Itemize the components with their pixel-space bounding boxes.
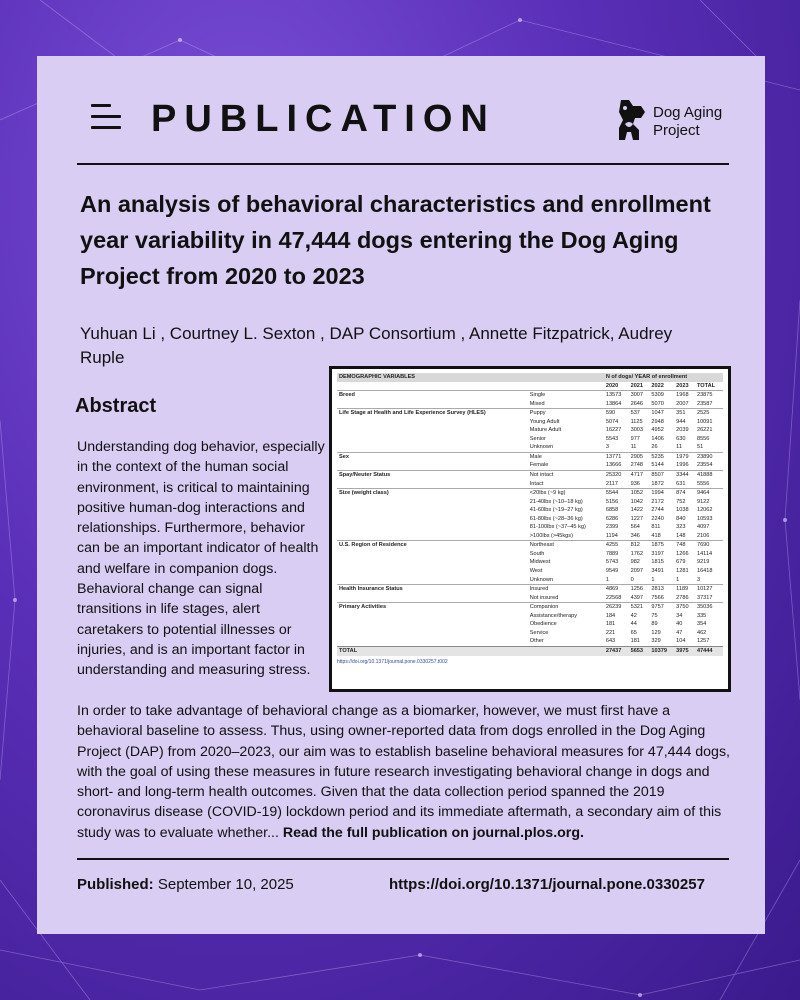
- table-cell: 2097: [630, 568, 644, 575]
- table-cell: Obedience: [529, 621, 557, 628]
- table-category-cell: [337, 594, 528, 603]
- bottom-divider: [77, 858, 729, 860]
- table-cell: 42: [630, 612, 637, 619]
- table-cell: 6858: [605, 507, 619, 514]
- table-cell: 2525: [695, 409, 723, 418]
- table-cell: 1227: [630, 515, 644, 522]
- table-cell: 13771: [604, 452, 629, 461]
- table-row: [337, 461, 723, 470]
- table-category-cell: [337, 612, 528, 621]
- table-cell: Other: [529, 638, 544, 645]
- table-cell: 5321: [629, 603, 650, 612]
- table-row: [337, 637, 723, 646]
- table-header-left: DEMOGRAPHIC VARIABLES: [337, 373, 604, 382]
- top-divider: [77, 163, 729, 165]
- table-total-cell: 10379: [649, 646, 674, 655]
- table-row: [337, 506, 723, 515]
- table-cell: 418: [651, 532, 661, 539]
- table-cell: 944: [676, 418, 686, 425]
- table-cell: 5309: [649, 391, 674, 400]
- publication-card: [37, 56, 765, 934]
- table-cell: 40: [676, 621, 683, 628]
- table-row: [337, 541, 723, 550]
- table-cell: 10091: [696, 418, 713, 425]
- table-category-cell: U.S. Region of Residence: [337, 541, 528, 550]
- published-label: Published:: [77, 876, 154, 893]
- table-cell: Female: [529, 462, 549, 469]
- table-cell: 181: [630, 638, 640, 645]
- table-cell: 61-80lbs (~28–36 kg): [529, 515, 583, 522]
- table-category-cell: [337, 418, 528, 427]
- table-category-cell: Life Stage at Health and Life Experience Survey (HLES): [337, 409, 528, 418]
- table-cell: 2948: [651, 418, 664, 425]
- logo-text: [653, 104, 722, 140]
- table-cell: 5074: [605, 418, 619, 425]
- table-cell: 181: [605, 621, 616, 628]
- card-header: [85, 98, 730, 163]
- table-cell: 2117: [605, 480, 618, 487]
- table-cell: 1994: [649, 489, 674, 498]
- table-total-cell: 27437: [604, 646, 629, 655]
- table-cell: 537: [629, 409, 650, 418]
- dog-icon: [615, 98, 649, 142]
- table-total-row: [337, 646, 723, 655]
- table-cell: 590: [604, 409, 629, 418]
- table-cell: 3344: [674, 471, 695, 480]
- table-category-cell: [337, 637, 528, 646]
- table-category-cell: [337, 620, 528, 629]
- table-doi: https://doi.org/10.1371/journal.pone.0330257.t002: [337, 658, 448, 665]
- table-cell: 1872: [651, 480, 664, 487]
- table-cell: 2905: [629, 452, 650, 461]
- table-category-cell: [337, 480, 528, 489]
- table-cell: 3: [605, 444, 609, 451]
- table-cell: 5544: [604, 489, 629, 498]
- table-cell: 9219: [696, 559, 710, 566]
- table-cell: 23875: [695, 391, 723, 400]
- table-cell: 9757: [649, 603, 674, 612]
- table-column-header: TOTAL: [696, 382, 716, 389]
- table-row: [337, 629, 723, 638]
- table-cell: 8507: [649, 471, 674, 480]
- table-cell: 1406: [651, 435, 664, 442]
- table-category-cell: Size (weight class): [337, 489, 528, 498]
- table-cell: 21-40lbs (~10–18 kg): [529, 498, 583, 505]
- published-date: September 10, 2025: [157, 876, 294, 893]
- table-cell: 4869: [604, 585, 629, 594]
- table-row: [337, 567, 723, 576]
- table-cell: 2240: [651, 515, 664, 522]
- table-total-cell: 47444: [695, 646, 723, 655]
- table-cell: 982: [630, 559, 640, 566]
- table-category-cell: [337, 576, 528, 585]
- table-header-row: [337, 373, 723, 382]
- dog-aging-project-logo: [615, 98, 735, 146]
- table-category-cell: [337, 443, 528, 452]
- table-category-cell: [337, 558, 528, 567]
- table-cell: Intact: [529, 480, 544, 487]
- table-cell: 643: [605, 638, 616, 645]
- table-cell: 2106: [696, 532, 710, 539]
- table-row: [337, 603, 723, 612]
- section-label: PUBLICATION: [151, 98, 496, 140]
- table-cell: 10593: [696, 515, 713, 522]
- table-cell: 1: [651, 576, 655, 583]
- table-total-cell: [528, 646, 604, 655]
- table-cell: 22568: [605, 594, 622, 601]
- table-cell: 65: [630, 629, 637, 636]
- table-row: [337, 620, 723, 629]
- table-cell: 7889: [605, 550, 619, 557]
- table-cell: 564: [630, 524, 640, 531]
- table-category-cell: [337, 506, 528, 515]
- table-cell: 5144: [651, 462, 664, 469]
- author-list: Yuhuan Li , Courtney L. Sexton , DAP Consortium , Annette Fitzpatrick, Audrey Ruple: [80, 324, 673, 367]
- table-cell: 1052: [629, 489, 650, 498]
- demographics-table-image: [329, 366, 731, 692]
- table-cell: 25320: [604, 471, 629, 480]
- table-cell: 2786: [676, 594, 689, 601]
- table-cell: 16227: [605, 427, 622, 434]
- logo-line-2: Project: [653, 122, 700, 139]
- table-cell: 11: [676, 444, 682, 451]
- table-cell: 2039: [676, 427, 689, 434]
- table-cell: 346: [630, 532, 640, 539]
- table-row: [337, 532, 723, 541]
- table-cell: Unknown: [529, 444, 554, 451]
- abstract-heading: Abstract: [75, 395, 157, 417]
- abstract-continued: In order to take advantage of behavioral change as a biomarker, however, we must first have a behavioral baseline to assess. Thus, using owner-reported data from dogs enrolled in the Dog Aging Project (DAP) from 2020–2023, our aim was to establish baseline behavioral measures for 47,444 dogs, with the goal of using these measures in future research investigating behavioral change in dogs and short- and long-term health outcomes. Given that the data collection period spanned the 2019 coronavirus disease (COVID-19) lockdown period and its immediate aftermath, a secondary aim of this study was to evaluate whether...: [77, 703, 730, 841]
- table-cell: 1266: [676, 550, 689, 557]
- table-cell: Mixed: [529, 400, 545, 407]
- table-cell: 1038: [676, 507, 689, 514]
- table-row: [337, 612, 723, 621]
- demographics-table: [337, 373, 723, 656]
- doi-link[interactable]: https://doi.org/10.1371/journal.pone.0330257: [389, 876, 705, 893]
- table-cell: 1257: [696, 638, 710, 645]
- table-cell: 184: [605, 612, 616, 619]
- table-cell: 631: [676, 480, 686, 487]
- table-cell: 47: [676, 629, 683, 636]
- table-cell: 1042: [630, 498, 644, 505]
- table-cell: 0: [630, 576, 634, 583]
- table-cell: 34: [676, 612, 683, 619]
- table-cell: 11: [630, 444, 637, 451]
- table-cell: 977: [630, 435, 640, 442]
- table-cell: 1815: [651, 559, 664, 566]
- table-cell: 462: [696, 629, 707, 636]
- table-cell: 2744: [651, 507, 664, 514]
- table-cell: <20lbs (~9 kg): [528, 489, 604, 498]
- table-cell: 6286: [605, 515, 619, 522]
- table-cell: 14114: [696, 550, 713, 557]
- table-cell: 9122: [696, 498, 710, 505]
- read-more-link[interactable]: Read the full publication on journal.plos.org.: [282, 824, 584, 841]
- table-row: [337, 391, 723, 400]
- table-cell: 16418: [696, 568, 713, 575]
- table-category-cell: Primary Activities: [337, 603, 528, 612]
- table-row: [337, 489, 723, 498]
- table-category-cell: Breed: [337, 391, 528, 400]
- table-cell: 1979: [674, 452, 695, 461]
- table-cell: Single: [528, 391, 604, 400]
- table-cell: 4952: [651, 427, 664, 434]
- abstract-column-text: Understanding dog behavior, especially in the context of the human social environment, is critical to maintaining positive human-dog interactions and relationships. Furthermore, behavior can be an important indicator of health and welfare in companion dogs. Behavioral change can signal transitions in life stages, alert caretakers to potential illnesses or injuries, and is an important factor in understanding and measuring stress.: [77, 439, 325, 679]
- table-total-cell: 3975: [674, 646, 695, 655]
- table-cell: 5743: [605, 559, 619, 566]
- table-cell: 2399: [605, 524, 619, 531]
- table-cell: 221: [605, 629, 616, 636]
- menu-icon[interactable]: [91, 104, 121, 130]
- table-cell: Not intact: [528, 471, 604, 480]
- logo-line-1: Dog Aging: [653, 104, 723, 121]
- table-cell: 3003: [630, 427, 644, 434]
- table-cell: Insured: [528, 585, 604, 594]
- table-column-header: 2021: [630, 382, 644, 389]
- table-row: [337, 435, 723, 444]
- table-category-cell: Sex: [337, 452, 528, 461]
- table-year-row: [337, 382, 723, 391]
- abstract-full-text: [77, 701, 732, 843]
- table-cell: West: [529, 568, 543, 575]
- table-cell: Male: [528, 452, 604, 461]
- table-cell: 1189: [674, 585, 695, 594]
- table-cell: 752: [676, 498, 686, 505]
- table-cell: Assistance/therapy: [529, 612, 577, 619]
- table-cell: Young Adult: [529, 418, 560, 425]
- table-cell: 1762: [630, 550, 644, 557]
- table-cell: 1422: [630, 507, 644, 514]
- table-row: [337, 400, 723, 409]
- table-cell: 5543: [605, 435, 619, 442]
- table-cell: 1256: [629, 585, 650, 594]
- table-cell: 148: [676, 532, 686, 539]
- table-cell: 1968: [674, 391, 695, 400]
- table-cell: 5235: [649, 452, 674, 461]
- table-cell: Puppy: [528, 409, 604, 418]
- table-row: [337, 594, 723, 603]
- table-cell: 1996: [676, 462, 689, 469]
- table-cell: 1: [605, 576, 609, 583]
- table-cell: 5556: [696, 480, 710, 487]
- table-cell: 3197: [651, 550, 664, 557]
- table-cell: 811: [651, 524, 661, 531]
- publication-title: An analysis of behavioral characteristics and enrollment year variability in 47,444 dogs entering the Dog Aging Project from 2020 to 2023: [80, 191, 711, 289]
- table-cell: 351: [674, 409, 695, 418]
- table-cell: 874: [674, 489, 695, 498]
- table-cell: 23587: [696, 400, 713, 407]
- table-cell: Midwest: [529, 559, 551, 566]
- table-column-header: 2020: [605, 382, 619, 389]
- table-cell: Senior: [529, 435, 546, 442]
- table-category-cell: [337, 435, 528, 444]
- table-row: [337, 523, 723, 532]
- table-cell: 75: [651, 612, 658, 619]
- table-cell: 13864: [605, 400, 622, 407]
- table-cell: 10127: [695, 585, 723, 594]
- table-cell: 936: [630, 480, 640, 487]
- table-row: [337, 585, 723, 594]
- table-cell: 748: [674, 541, 695, 550]
- table-row: [337, 426, 723, 435]
- table-cell: 41-60lbs (~19–27 kg): [529, 507, 583, 514]
- table-cell: 2172: [651, 498, 664, 505]
- table-cell: 3007: [629, 391, 650, 400]
- table-cell: 335: [696, 612, 707, 619]
- table-category-cell: [337, 498, 528, 507]
- table-cell: 354: [696, 621, 707, 628]
- table-cell: 4255: [604, 541, 629, 550]
- table-category-cell: [337, 523, 528, 532]
- table-cell: 26239: [604, 603, 629, 612]
- table-cell: 3: [696, 576, 701, 583]
- table-cell: 679: [676, 559, 686, 566]
- table-cell: 9549: [605, 568, 619, 575]
- table-cell: 1281: [676, 568, 689, 575]
- table-cell: 12062: [696, 507, 713, 514]
- table-cell: 26221: [696, 427, 713, 434]
- table-cell: 4397: [630, 594, 644, 601]
- table-category-cell: [337, 515, 528, 524]
- table-category-cell: [337, 629, 528, 638]
- table-cell: 7566: [651, 594, 664, 601]
- table-cell: 4717: [629, 471, 650, 480]
- table-cell: >100lbs (>45kgs): [529, 532, 573, 539]
- table-cell: 1194: [605, 532, 618, 539]
- table-category-cell: [337, 426, 528, 435]
- table-category-cell: [337, 550, 528, 559]
- table-cell: Mature Adult: [529, 427, 562, 434]
- table-cell: 1047: [649, 409, 674, 418]
- table-cell: 5070: [651, 400, 664, 407]
- table-category-cell: [337, 567, 528, 576]
- table-category-cell: Health Insurance Status: [337, 585, 528, 594]
- published-info: [77, 876, 294, 893]
- table-column-header: 2022: [651, 382, 664, 389]
- table-cell: Northeast: [528, 541, 604, 550]
- table-cell: 81-100lbs (~37–45 kg): [529, 524, 586, 531]
- table-category-cell: [337, 532, 528, 541]
- table-cell: 37317: [696, 594, 713, 601]
- table-cell: 323: [676, 524, 686, 531]
- table-cell: Service: [529, 629, 549, 636]
- table-cell: 23890: [695, 452, 723, 461]
- table-cell: 44: [630, 621, 637, 628]
- table-cell: 2646: [630, 400, 644, 407]
- table-cell: 1125: [630, 418, 643, 425]
- table-row: [337, 480, 723, 489]
- table-cell: 3750: [674, 603, 695, 612]
- table-header-right: N of dogs/ YEAR of enrollment: [604, 373, 723, 382]
- table-cell: 26: [651, 444, 658, 451]
- table-row: [337, 498, 723, 507]
- table-total-cell: 5653: [629, 646, 650, 655]
- table-cell: 8556: [696, 435, 710, 442]
- table-cell: Not insured: [529, 594, 559, 601]
- table-column-header: 2023: [676, 382, 689, 389]
- table-cell: South: [529, 550, 545, 557]
- table-cell: 129: [651, 629, 661, 636]
- table-category-cell: Spay/Neuter Status: [337, 471, 528, 480]
- table-cell: 840: [676, 515, 686, 522]
- table-cell: 1875: [649, 541, 674, 550]
- table-row: [337, 471, 723, 480]
- table-cell: 2813: [649, 585, 674, 594]
- table-cell: 35036: [695, 603, 723, 612]
- table-cell: 13666: [605, 462, 622, 469]
- table-cell: 2007: [676, 400, 689, 407]
- table-cell: 812: [629, 541, 650, 550]
- table-row: [337, 558, 723, 567]
- table-cell: Companion: [528, 603, 604, 612]
- table-blank-cell: [337, 382, 604, 391]
- table-row: [337, 418, 723, 427]
- table-cell: 51: [696, 444, 704, 451]
- table-row: [337, 550, 723, 559]
- table-row: [337, 443, 723, 452]
- table-cell: 23554: [696, 462, 713, 469]
- table-cell: 630: [676, 435, 686, 442]
- table-category-cell: [337, 400, 528, 409]
- table-row: [337, 515, 723, 524]
- table-cell: 1: [676, 576, 680, 583]
- table-total-cell: TOTAL: [337, 646, 528, 655]
- table-cell: 3491: [651, 568, 664, 575]
- table-cell: 329: [651, 638, 661, 645]
- table-cell: 104: [676, 638, 686, 645]
- table-cell: 9464: [695, 489, 723, 498]
- table-cell: 7690: [695, 541, 723, 550]
- table-category-cell: [337, 461, 528, 470]
- table-row: [337, 409, 723, 418]
- table-row: [337, 576, 723, 585]
- table-cell: Unknown: [529, 576, 554, 583]
- table-cell: 4097: [696, 524, 710, 531]
- table-cell: 13573: [604, 391, 629, 400]
- table-cell: 89: [651, 621, 658, 628]
- table-row: [337, 452, 723, 461]
- table-cell: 41888: [695, 471, 723, 480]
- table-cell: 2748: [630, 462, 644, 469]
- table-cell: 5156: [605, 498, 619, 505]
